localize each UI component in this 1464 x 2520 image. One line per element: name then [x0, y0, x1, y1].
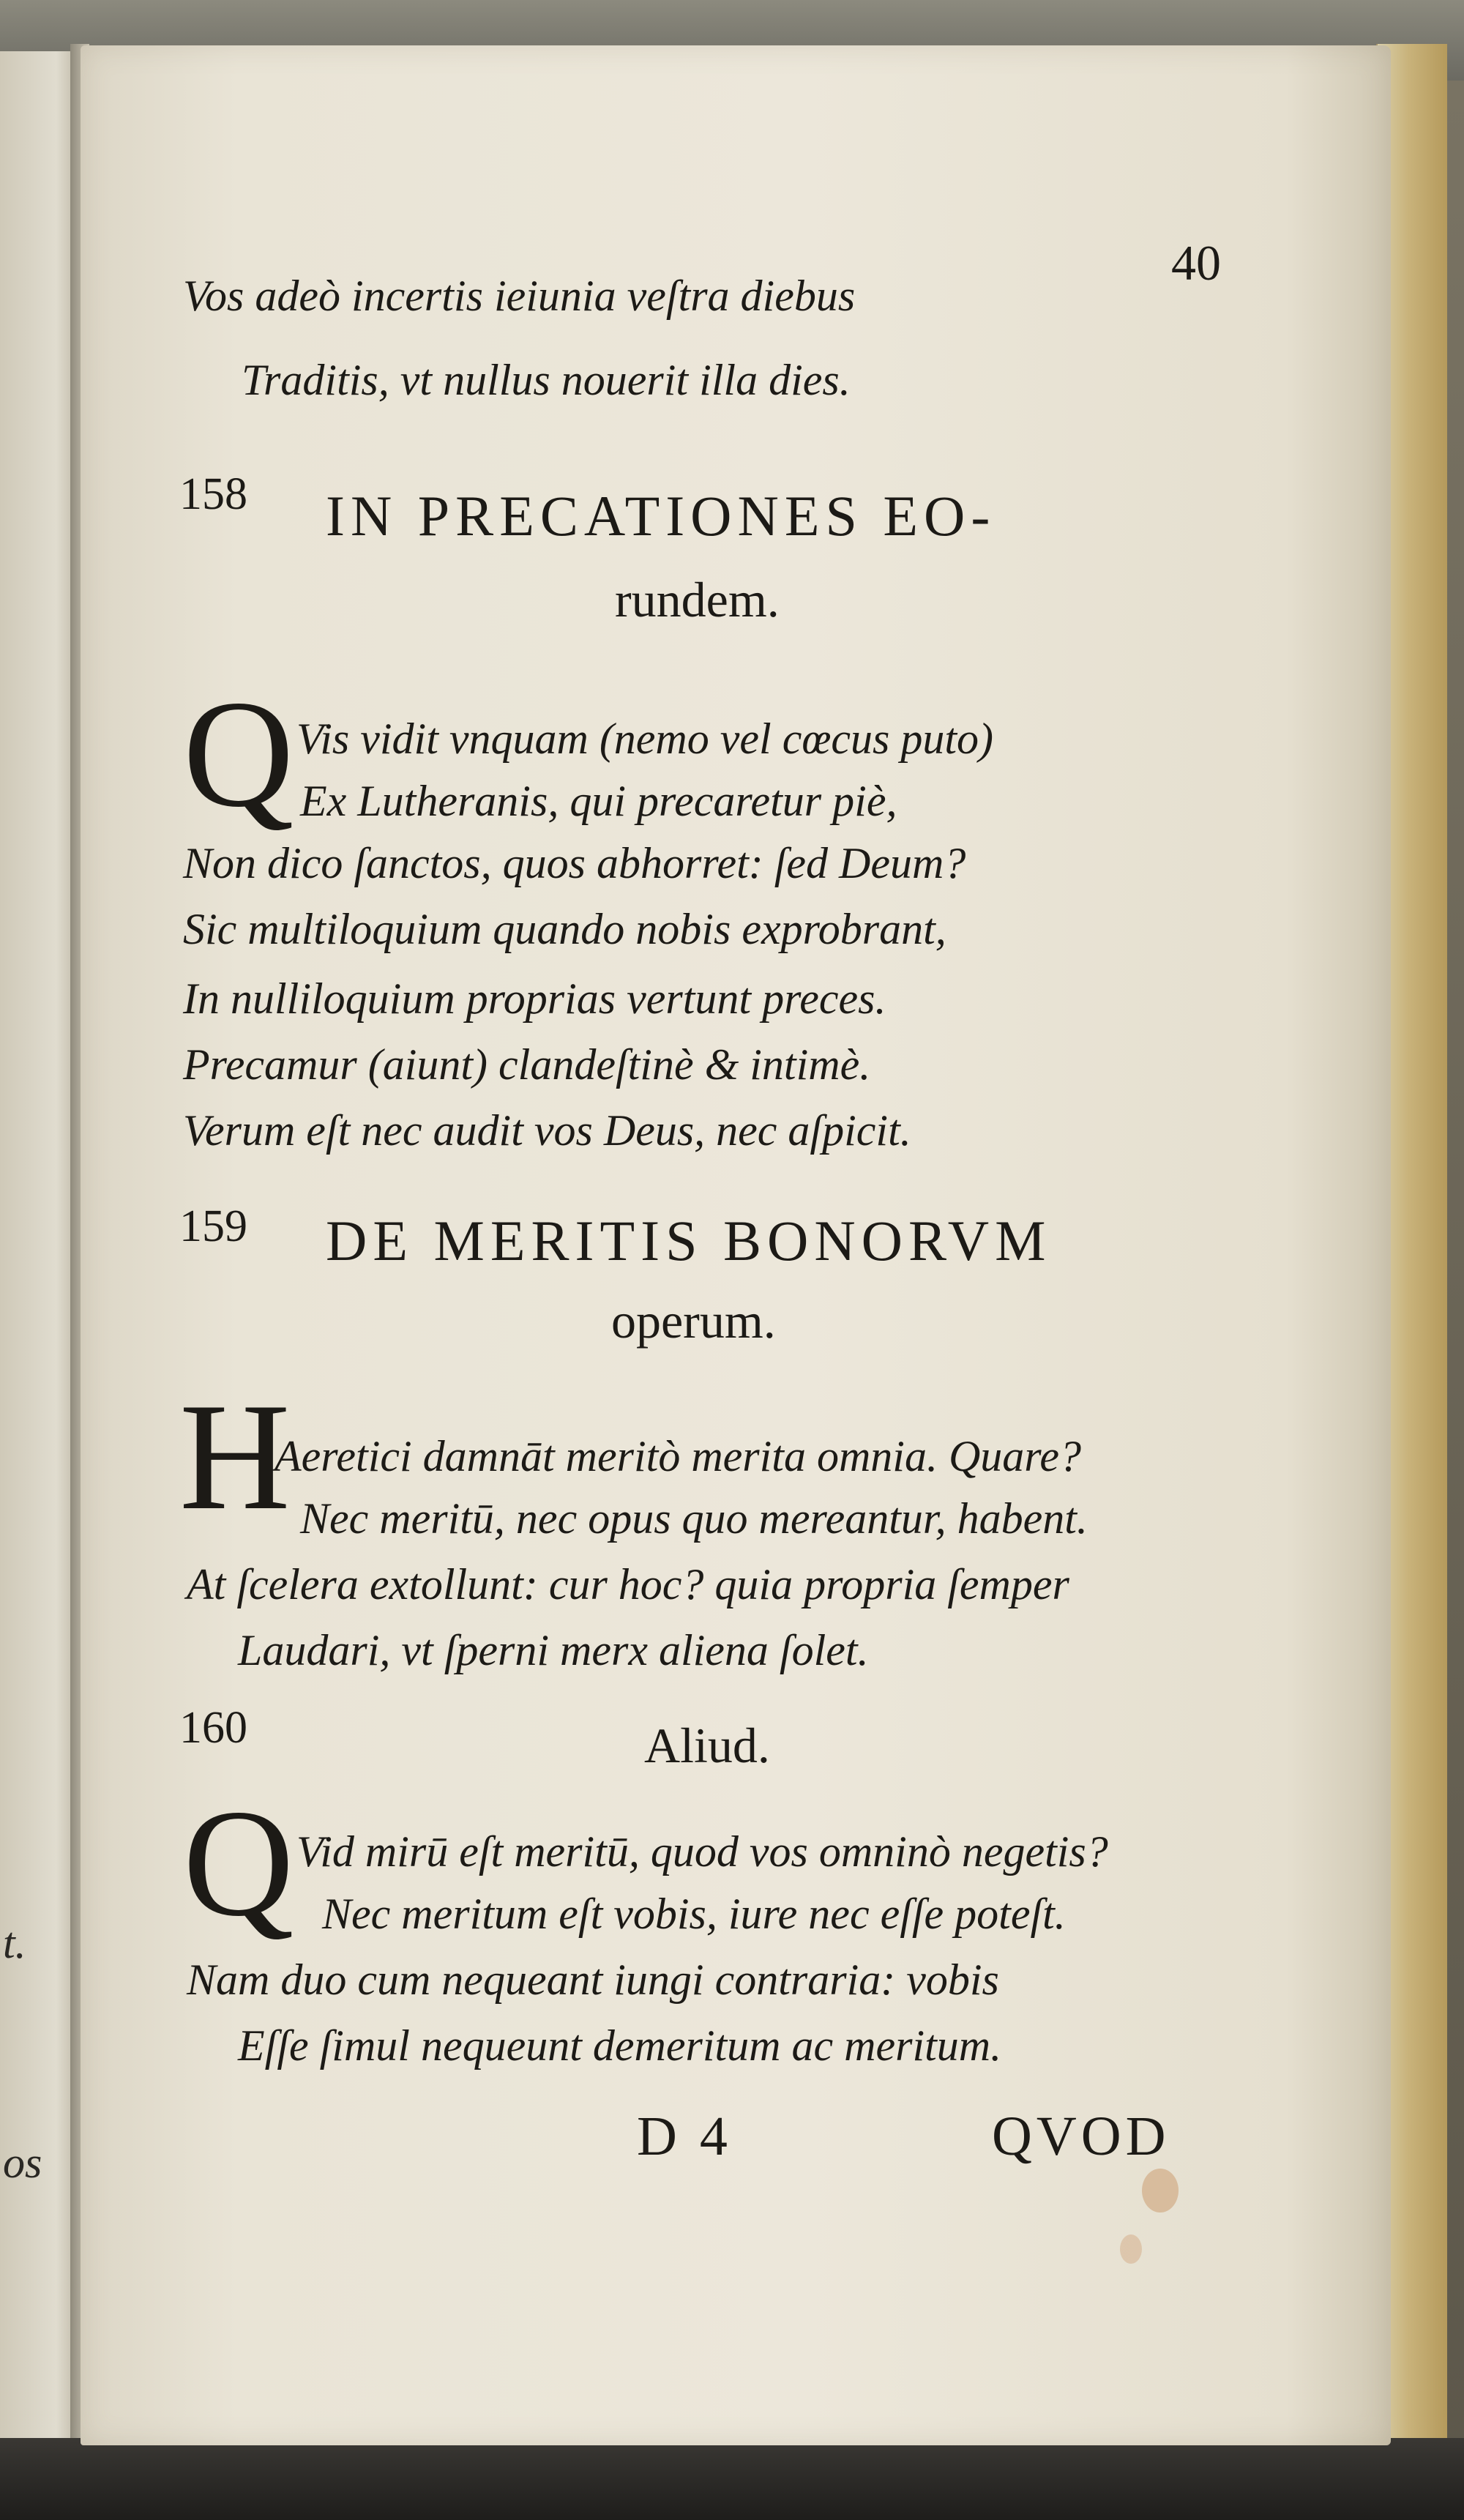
catchword: QVOD — [992, 2106, 1170, 2167]
epigram-title: Aliud. — [644, 1718, 770, 1773]
drop-cap: Q — [183, 1778, 294, 1948]
paper-stain — [1142, 2169, 1179, 2213]
verse-line: Precamur (aiunt) clandeſtinè & intimè. — [183, 1040, 871, 1089]
verse-line: Sic multiloquium quando nobis exprobrant, — [183, 905, 946, 953]
verse-line: In nulliloquium proprias vertunt preces. — [183, 974, 886, 1023]
verse-line: Aeretici damnāt meritò merita omnia. Quare? — [274, 1432, 1082, 1480]
drop-cap: H — [179, 1372, 291, 1542]
epigram-title: DE MERITIS BONORVM — [326, 1209, 1052, 1272]
epigram-number: 160 — [179, 1703, 247, 1753]
facing-page-fragment: os — [3, 2139, 42, 2187]
facing-page-fragment: t. — [3, 1919, 26, 1967]
verse-line: Laudari, vt ſperni merx aliena ſolet. — [238, 1626, 869, 1674]
verse-line: Nec meritū, nec opus quo mereantur, habent. — [300, 1494, 1088, 1543]
facing-page-edge — [0, 51, 81, 2445]
paper-stain — [1120, 2234, 1142, 2264]
verse-line: Non dico ſanctos, quos abhorret: ſed Deum? — [183, 839, 966, 887]
epigram-number: 159 — [179, 1201, 247, 1251]
verse-line: Nec meritum eſt vobis, iure nec eſſe poteſt. — [322, 1890, 1066, 1938]
drop-cap: Q — [183, 669, 294, 839]
epigram-title-continued: operum. — [611, 1293, 776, 1349]
verse-line: Eſſe ſimul nequeunt demeritum ac meritum. — [238, 2021, 1002, 2070]
verse-line: Vos adeò incertis ieiunia veſtra diebus — [183, 272, 856, 320]
verse-line: At ſcelera extollunt: cur hoc? quia propria ſemper — [187, 1560, 1069, 1608]
epigram-number: 158 — [179, 469, 247, 519]
signature-mark: D 4 — [637, 2106, 732, 2167]
verse-line: Ex Lutheranis, qui precaretur piè, — [300, 777, 897, 825]
verse-line: Verum eſt nec audit vos Deus, nec aſpicit. — [183, 1106, 911, 1155]
page-number: 40 — [1171, 235, 1221, 291]
verse-line: Vid mirū eſt meritū, quod vos omninò negetis? — [296, 1827, 1108, 1876]
book-bottom-shadow — [0, 2438, 1464, 2520]
verse-line: Vis vidit vnquam (nemo vel cœcus puto) — [296, 715, 993, 763]
epigram-title: IN PRECATIONES EO- — [326, 484, 996, 548]
verse-line: Traditis, vt nullus nouerit illa dies. — [242, 356, 851, 404]
epigram-title-continued: rundem. — [615, 572, 780, 627]
verse-line: Nam duo cum nequeant iungi contraria: vobis — [187, 1956, 999, 2004]
